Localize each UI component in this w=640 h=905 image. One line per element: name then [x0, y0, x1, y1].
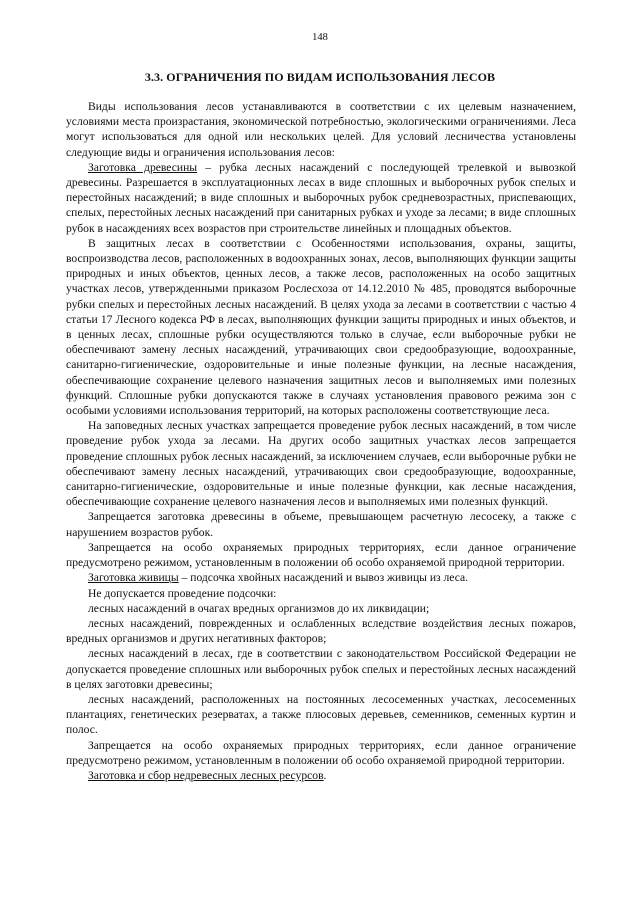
list-item: лесных насаждений, поврежденных и ослабленных вследствие воздействия лесных пожаров, вредных организмов и других негативных факторов;	[66, 616, 576, 646]
paragraph: Виды использования лесов устанавливаются в соответствии с их целевым назначением, условиями места произрастания, экономической потребностью, экологическими ограничениями. Леса могут использоваться для одной или нескольких целей. Для условий лесничества установлены следующие виды и ограничения использования лесов:	[66, 100, 576, 159]
paragraph: Запрещается на особо охраняемых природных территориях, если данное ограничение предусмотрено режимом, установленным в положении об особо охраняемой природной территории.	[66, 738, 576, 767]
list-item: лесных насаждений в лесах, где в соответствии с законодательством Российской Федерации не допускается проведение сплошных или выборочных рубок спелых и перестойных лесных насаждений в целях заготовки древесины;	[66, 647, 576, 691]
list-item: лесных насаждений в очагах вредных организмов до их ликвидации;	[88, 601, 430, 615]
paragraph: Заготовка и сбор недревесных лесных ресурсов.	[88, 768, 327, 782]
document-body	[66, 99, 576, 783]
paragraph: Запрещается заготовка древесины в объеме, превышающем расчетную лесосеку, а также с нарушением возрастов рубок.	[66, 510, 576, 539]
term-label: Заготовка живицы	[88, 571, 179, 585]
term-label: Заготовка и сбор недревесных лесных ресурсов	[88, 768, 324, 782]
paragraph: Заготовка древесины – рубка лесных насаждений с последующей трелевкой и вывозкой древесины. Разрешается в эксплуатационных лесах в виде сплошных и выборочных рубок спелых и перестойных насаждений; в виде сплошных и выборочных рубок средневозрастных, приспевающих, спелых, перестойных лесных насаждений при санитарных рубках и уходе за лесами; в виде сплошных рубок в насаждениях всех возрастов при строительстве линейных и площадных объектов.	[66, 160, 576, 235]
section-heading: 3.3. ОГРАНИЧЕНИЯ ПО ВИДАМ ИСПОЛЬЗОВАНИЯ ЛЕСОВ	[144, 70, 496, 84]
term-label: Заготовка древесины	[88, 160, 198, 174]
paragraph: На заповедных лесных участках запрещается проведение рубок лесных насаждений, в том числе проведение рубок ухода за лесами. На других особо защитных участках лесов запрещается проведение сплошных рубок лесных насаждений, за исключением случаев, если выборочные рубки не обеспечивают замену лесных насаждений, утрачивающих свои средообразующие, водоохранные, санитарно-гигиенические, оздоровительные и иные полезные функции, как лесные насаждения, обеспечивающие сохранение целевого назначения лесов и выполняемых ими полезных функций.	[66, 419, 576, 509]
paragraph: Запрещается на особо охраняемых природных территориях, если данное ограничение предусмотрено режимом, установленным в положении об особо охраняемой природной территории.	[66, 540, 576, 570]
paragraph: Не допускается проведение подсочки:	[88, 586, 277, 600]
paragraph: Заготовка живицы – подсочка хвойных насаждений и вывоз живицы из леса.	[88, 571, 469, 585]
list-item: лесных насаждений, расположенных на постоянных лесосеменных участках, лесосеменных плантациях, генетических резерватах, а также плюсовых деревьев, семенников, семенных куртин и полос.	[66, 692, 576, 737]
paragraph: В защитных лесах в соответствии с Особенностями использования, охраны, защиты, воспроизводства лесов, расположенных в водоохранных зонах, лесов, выполняющих функции защиты природных и иных объектов, ценных лесов, а также лесов, расположенных на особо защитных участках лесов, утвержденными приказом Рослесхоза от 14.12.2010 № 485, проводятся выборочные рубки спелых и перестойных лесных насаждений. В целях ухода за лесами в соответствии с частью 4 статьи 17 Лесного кодекса РФ в лесах, выполняющих функции защиты природных и иных объектов, и в ценных лесах, сплошные рубки осуществляются только в случае, если выборочные рубки не обеспечивают замену лесных насаждений, утрачивающих свои средообразующие, водоохранные, санитарно-гигиенические, оздоровительные и иные полезные функции, на лесные насаждения, обеспечивающие сохранение целевого назначения защитных лесов и выполняемых ими полезных функций. Сплошные рубки допускаются также в случаях установления правового режима зон с особыми условиями использования территорий, на которых расположены соответствующие леса.	[66, 236, 576, 418]
page-number: 148	[312, 32, 328, 43]
